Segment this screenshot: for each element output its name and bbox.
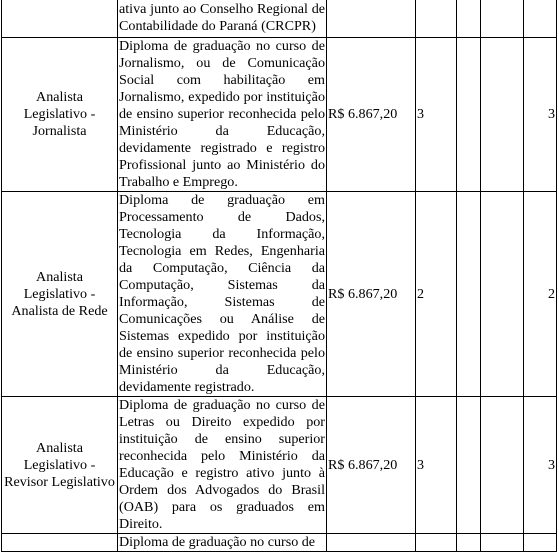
requirements-cell — [118, 38, 327, 192]
table-row — [2, 192, 557, 397]
vacancies-cell — [481, 534, 524, 552]
vacancies-cell — [481, 397, 524, 534]
cargo-cell: Analista Legislativo - Revisor Legislativo — [2, 397, 118, 534]
cargo-cell: Analista Legislativo - Analista de Rede — [2, 192, 118, 397]
table-row — [2, 0, 557, 38]
vacancies-cell — [416, 0, 457, 38]
vacancies-cell — [481, 38, 524, 192]
requirements-text: Diploma de graduação em Processamento de Dados, Tecnologia da Informação, Tecnologia em Redes, Engenharia da Computação, Ciência da Computação, Sistemas da Informação, Sistemas de Comunicações ou Análise de Sistemas expedido por instituição de ensino superior reconhecida pelo Ministério da Educação, devidamente registrado. — [119, 192, 325, 395]
total-cell: 3 — [524, 397, 557, 534]
vacancies-cell — [457, 192, 481, 397]
requirements-cell — [118, 397, 327, 534]
requirements-text: ativa junto ao Conselho Regional de Contabilidade do Paraná (CRCPR) — [119, 1, 325, 34]
vacancies-cell — [481, 0, 524, 38]
salary-cell: R$ 6.867,20 — [327, 397, 416, 534]
salary-cell — [327, 0, 416, 38]
vacancies-cell — [481, 192, 524, 397]
requirements-text: Diploma de graduação no curso de — [119, 534, 316, 550]
total-cell: 3 — [524, 38, 557, 192]
vacancies-cell — [416, 534, 457, 552]
salary-cell: R$ 6.867,20 — [327, 192, 416, 397]
total-cell — [524, 534, 557, 552]
salary-cell — [327, 534, 416, 552]
table-row — [2, 38, 557, 192]
salary-cell: R$ 6.867,20 — [327, 38, 416, 192]
total-cell — [524, 0, 557, 38]
table-row — [2, 534, 557, 552]
cargo-cell — [2, 534, 118, 552]
cargo-cell — [2, 0, 118, 38]
vacancies-cell: 3 — [416, 38, 457, 192]
positions-table — [1, 0, 557, 552]
vacancies-cell: 2 — [416, 192, 457, 397]
total-cell: 2 — [524, 192, 557, 397]
vacancies-cell — [457, 397, 481, 534]
requirements-cell — [118, 192, 327, 397]
requirements-cell — [118, 534, 327, 552]
vacancies-cell — [457, 534, 481, 552]
cargo-cell: Analista Legislativo - Jornalista — [2, 38, 118, 192]
requirements-text: Diploma de graduação no curso de Letras ou Direito expedido por instituição de ensino superior reconhecida pelo Ministério da Educação e registro ativo junto à Ordem dos Advogados do Brasil (OAB) para os graduados em Direito. — [119, 397, 325, 532]
vacancies-cell — [457, 0, 481, 38]
requirements-cell — [118, 0, 327, 38]
vacancies-cell: 3 — [416, 397, 457, 534]
table-row — [2, 397, 557, 534]
requirements-text: Diploma de graduação no curso de Jornalismo, ou de Comunicação Social com habilitação em Jornalismo, expedido por instituição de ensino superior reconhecida pelo Ministério da Educação, devidamente registrado e registro Profissional junto ao Ministério do Trabalho e Emprego. — [119, 38, 325, 190]
vacancies-cell — [457, 38, 481, 192]
